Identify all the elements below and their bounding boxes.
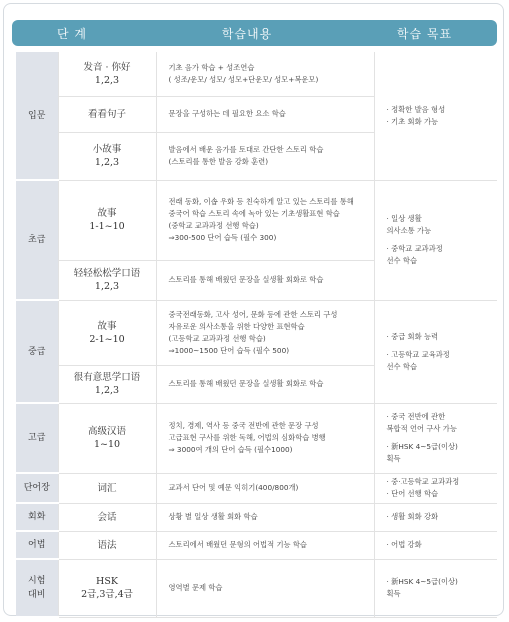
level-cell: 초급 (16, 180, 58, 300)
level-cell: 단어장 (16, 473, 58, 503)
content-cell: 전래 동화, 이솝 우화 등 친숙하게 알고 있는 스토리를 통해 중국어 학습 스토리 속에 녹아 있는 기초생활표현 학습 (중학교 교과과정 선행 학습) ⇒300-500 단어 습득 (필수 300) (156, 180, 374, 260)
header-stage: 단 계 (57, 26, 87, 41)
level-cell: 회화 (16, 503, 58, 531)
goal-cell: · 생활 회화 강화 (374, 503, 497, 531)
step-cell: HSK 2급,3급,4급 (58, 559, 156, 617)
table-row (16, 503, 497, 531)
goal-cell: · 일상 생활 의사소통 가능 · 중학교 교과과정 선수 학습 (374, 180, 497, 300)
goal-cell: · 중국 전반에 관한 복합적 언어 구사 가능 · 新HSK 4~5급(이상) 획득 (374, 403, 497, 473)
curriculum-table (16, 52, 497, 618)
table-row (16, 180, 497, 260)
goal-cell: · 어법 강화 (374, 531, 497, 559)
step-cell: 故事 1-1~10 (58, 180, 156, 260)
step-cell: 故事 2-1~10 (58, 300, 156, 365)
table-row (16, 559, 497, 617)
content-cell: 스토리에서 배웠던 문형의 어법적 기능 학습 (156, 531, 374, 559)
content-cell: 교과서 단어 및 예문 익히기(400/800개) (156, 473, 374, 503)
content-cell: 스토리를 통해 배웠던 문장을 실생활 회화로 학습 (156, 260, 374, 300)
content-cell: 발음에서 배운 음가를 토대로 간단한 스토리 학습 (스토리를 통한 발음 강화 훈련) (156, 132, 374, 180)
content-cell: 정치, 경제, 역사 등 중국 전반에 관한 문장 구성 고급표현 구사를 위한 독해, 어법의 심화학습 병행 ⇒ 3000여 개의 단어 습득 (필수1000) (156, 403, 374, 473)
level-cell: 중급 (16, 300, 58, 403)
table-row (16, 300, 497, 365)
table-row (16, 52, 497, 96)
step-cell: 很有意思学口语 1,2,3 (58, 365, 156, 403)
goal-cell: · 중급 회화 능력 · 고등학교 교육과정 선수 학습 (374, 300, 497, 403)
step-cell: 轻轻松松学口语 1,2,3 (58, 260, 156, 300)
table-row (16, 531, 497, 559)
goal-cell: · 정확한 발음 형성 · 기초 회화 가능 (374, 52, 497, 180)
step-cell: 发音 · 你好 1,2,3 (58, 52, 156, 96)
step-cell: 小故事 1,2,3 (58, 132, 156, 180)
header-content: 학습내용 (221, 26, 273, 41)
step-cell: 会话 (58, 503, 156, 531)
content-cell: 상황 별 일상 생활 회화 학습 (156, 503, 374, 531)
goal-cell: · 중·고등학교 교과과정 · 단어 선행 학습 (374, 473, 497, 503)
content-cell: 스토리를 통해 배웠던 문장을 실생활 회화로 학습 (156, 365, 374, 403)
content-cell: 기초 음가 학습 + 성조연습 ( 성조/운모/ 성모/ 성모+단운모/ 성모+복운모) (156, 52, 374, 96)
step-cell: 看看句子 (58, 96, 156, 132)
goal-cell: · 新HSK 4~5급(이상) 획득 (374, 559, 497, 617)
content-cell: 영역별 문제 학습 (156, 559, 374, 617)
level-cell: 어법 (16, 531, 58, 559)
level-cell: 시험 대비 (16, 559, 58, 617)
step-cell: 语法 (58, 531, 156, 559)
step-cell: 词汇 (58, 473, 156, 503)
table-row (16, 473, 497, 503)
step-cell: 高级汉语 1~10 (58, 403, 156, 473)
table-row (16, 403, 497, 473)
content-cell: 중국전래동화, 고사 성어, 문화 등에 관한 스토리 구성 자유로운 의사소통을 위한 다양한 표현학습 (고등학교 교과과정 선행 학습) ⇒1000~1500 단어 습득 (필수 500) (156, 300, 374, 365)
content-cell: 문장을 구성하는 데 필요한 요소 학습 (156, 96, 374, 132)
table-header (12, 20, 497, 46)
level-cell: 고급 (16, 403, 58, 473)
level-cell: 입문 (16, 52, 58, 180)
header-goal: 학습 목표 (396, 26, 453, 41)
